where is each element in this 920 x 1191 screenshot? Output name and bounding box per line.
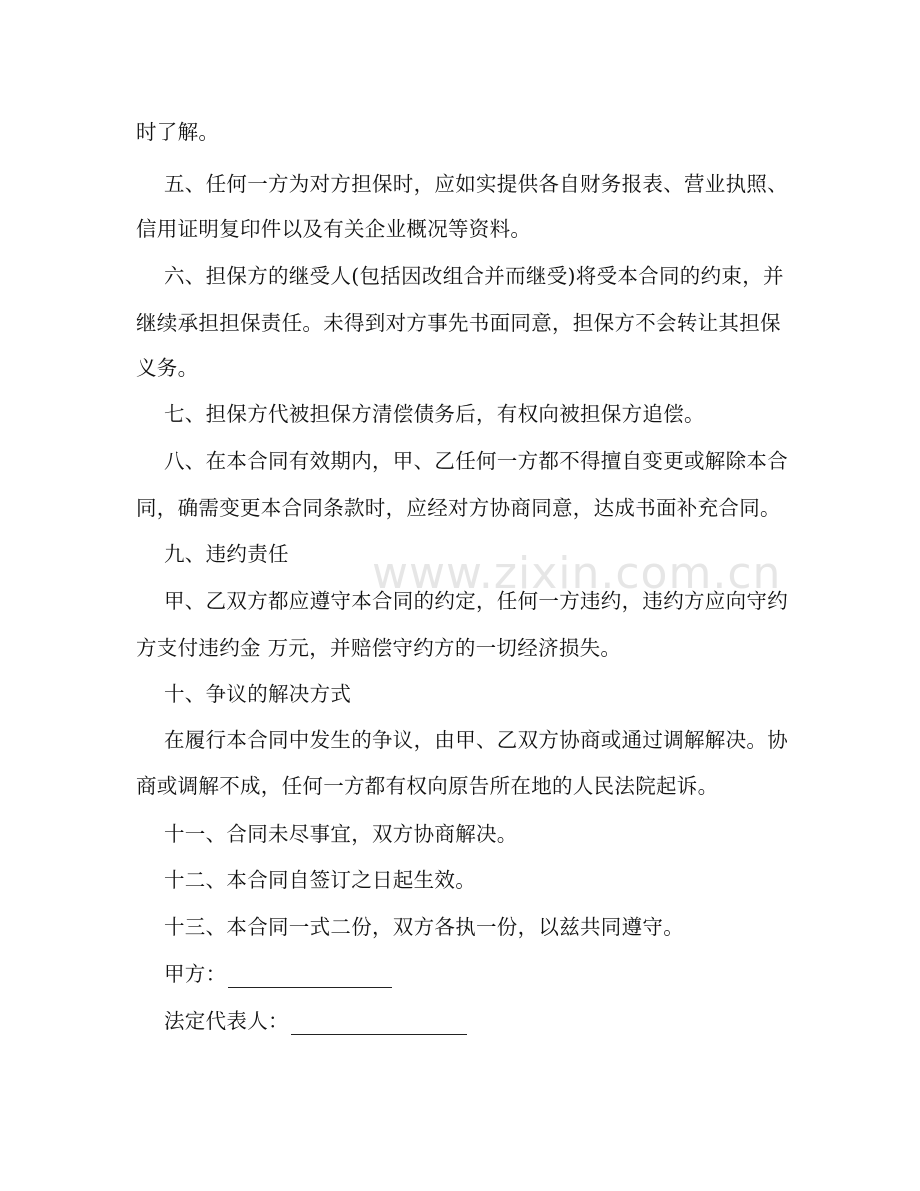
clause-7: 七、担保方代被担保方清偿债务后，有权向被担保方追偿。 bbox=[164, 402, 705, 426]
clause-8-cont: 同，确需变更本合同条款时，应经对方协商同意，达成书面补充合同。 bbox=[136, 496, 781, 520]
clause-5-cont: 信用证明复印件以及有关企业概况等资料。 bbox=[136, 217, 532, 241]
clause-12: 十二、本合同自签订之日起生效。 bbox=[164, 868, 476, 892]
text-line-continuation: 时了解。 bbox=[136, 120, 220, 144]
party-a-blank bbox=[228, 967, 392, 988]
party-a-label: 甲方： bbox=[164, 962, 227, 986]
watermark: www.zixin.com.cn bbox=[372, 548, 782, 599]
clause-10-heading: 十、争议的解决方式 bbox=[164, 682, 352, 706]
legal-rep-label: 法定代表人： bbox=[164, 1009, 289, 1033]
clause-9-body-cont: 方支付违约金 万元，并赔偿守约方的一切经济损失。 bbox=[136, 636, 622, 660]
clause-11: 十一、合同未尽事宜，双方协商解决。 bbox=[164, 822, 518, 846]
clause-10-body-cont: 商或调解不成，任何一方都有权向原告所在地的人民法院起诉。 bbox=[136, 774, 719, 798]
legal-rep-blank bbox=[291, 1014, 467, 1035]
clause-6: 六、担保方的继受人(包括因改组合并而继受)将受本合同的约束，并 bbox=[164, 264, 784, 288]
clause-6-cont-1: 继续承担担保责任。未得到对方事先书面同意，担保方不会转让其担保 bbox=[136, 311, 781, 335]
clause-5: 五、任何一方为对方担保时，应如实提供各自财务报表、营业执照、 bbox=[164, 172, 788, 196]
clause-8: 八、在本合同有效期内，甲、乙任何一方都不得擅自变更或解除本合 bbox=[164, 449, 788, 473]
clause-9-body: 甲、乙双方都应遵守本合同的约定，任何一方违约，违约方应向守约 bbox=[164, 589, 788, 613]
clause-9-heading: 九、违约责任 bbox=[164, 542, 289, 566]
signature-party-a bbox=[164, 960, 824, 988]
clause-6-cont-2: 义务。 bbox=[136, 356, 199, 380]
clause-10-body: 在履行本合同中发生的争议，由甲、乙双方协商或通过调解解决。协 bbox=[164, 728, 788, 752]
clause-13: 十三、本合同一式二份，双方各执一份，以兹共同遵守。 bbox=[164, 915, 684, 939]
signature-legal-rep bbox=[164, 1007, 824, 1035]
